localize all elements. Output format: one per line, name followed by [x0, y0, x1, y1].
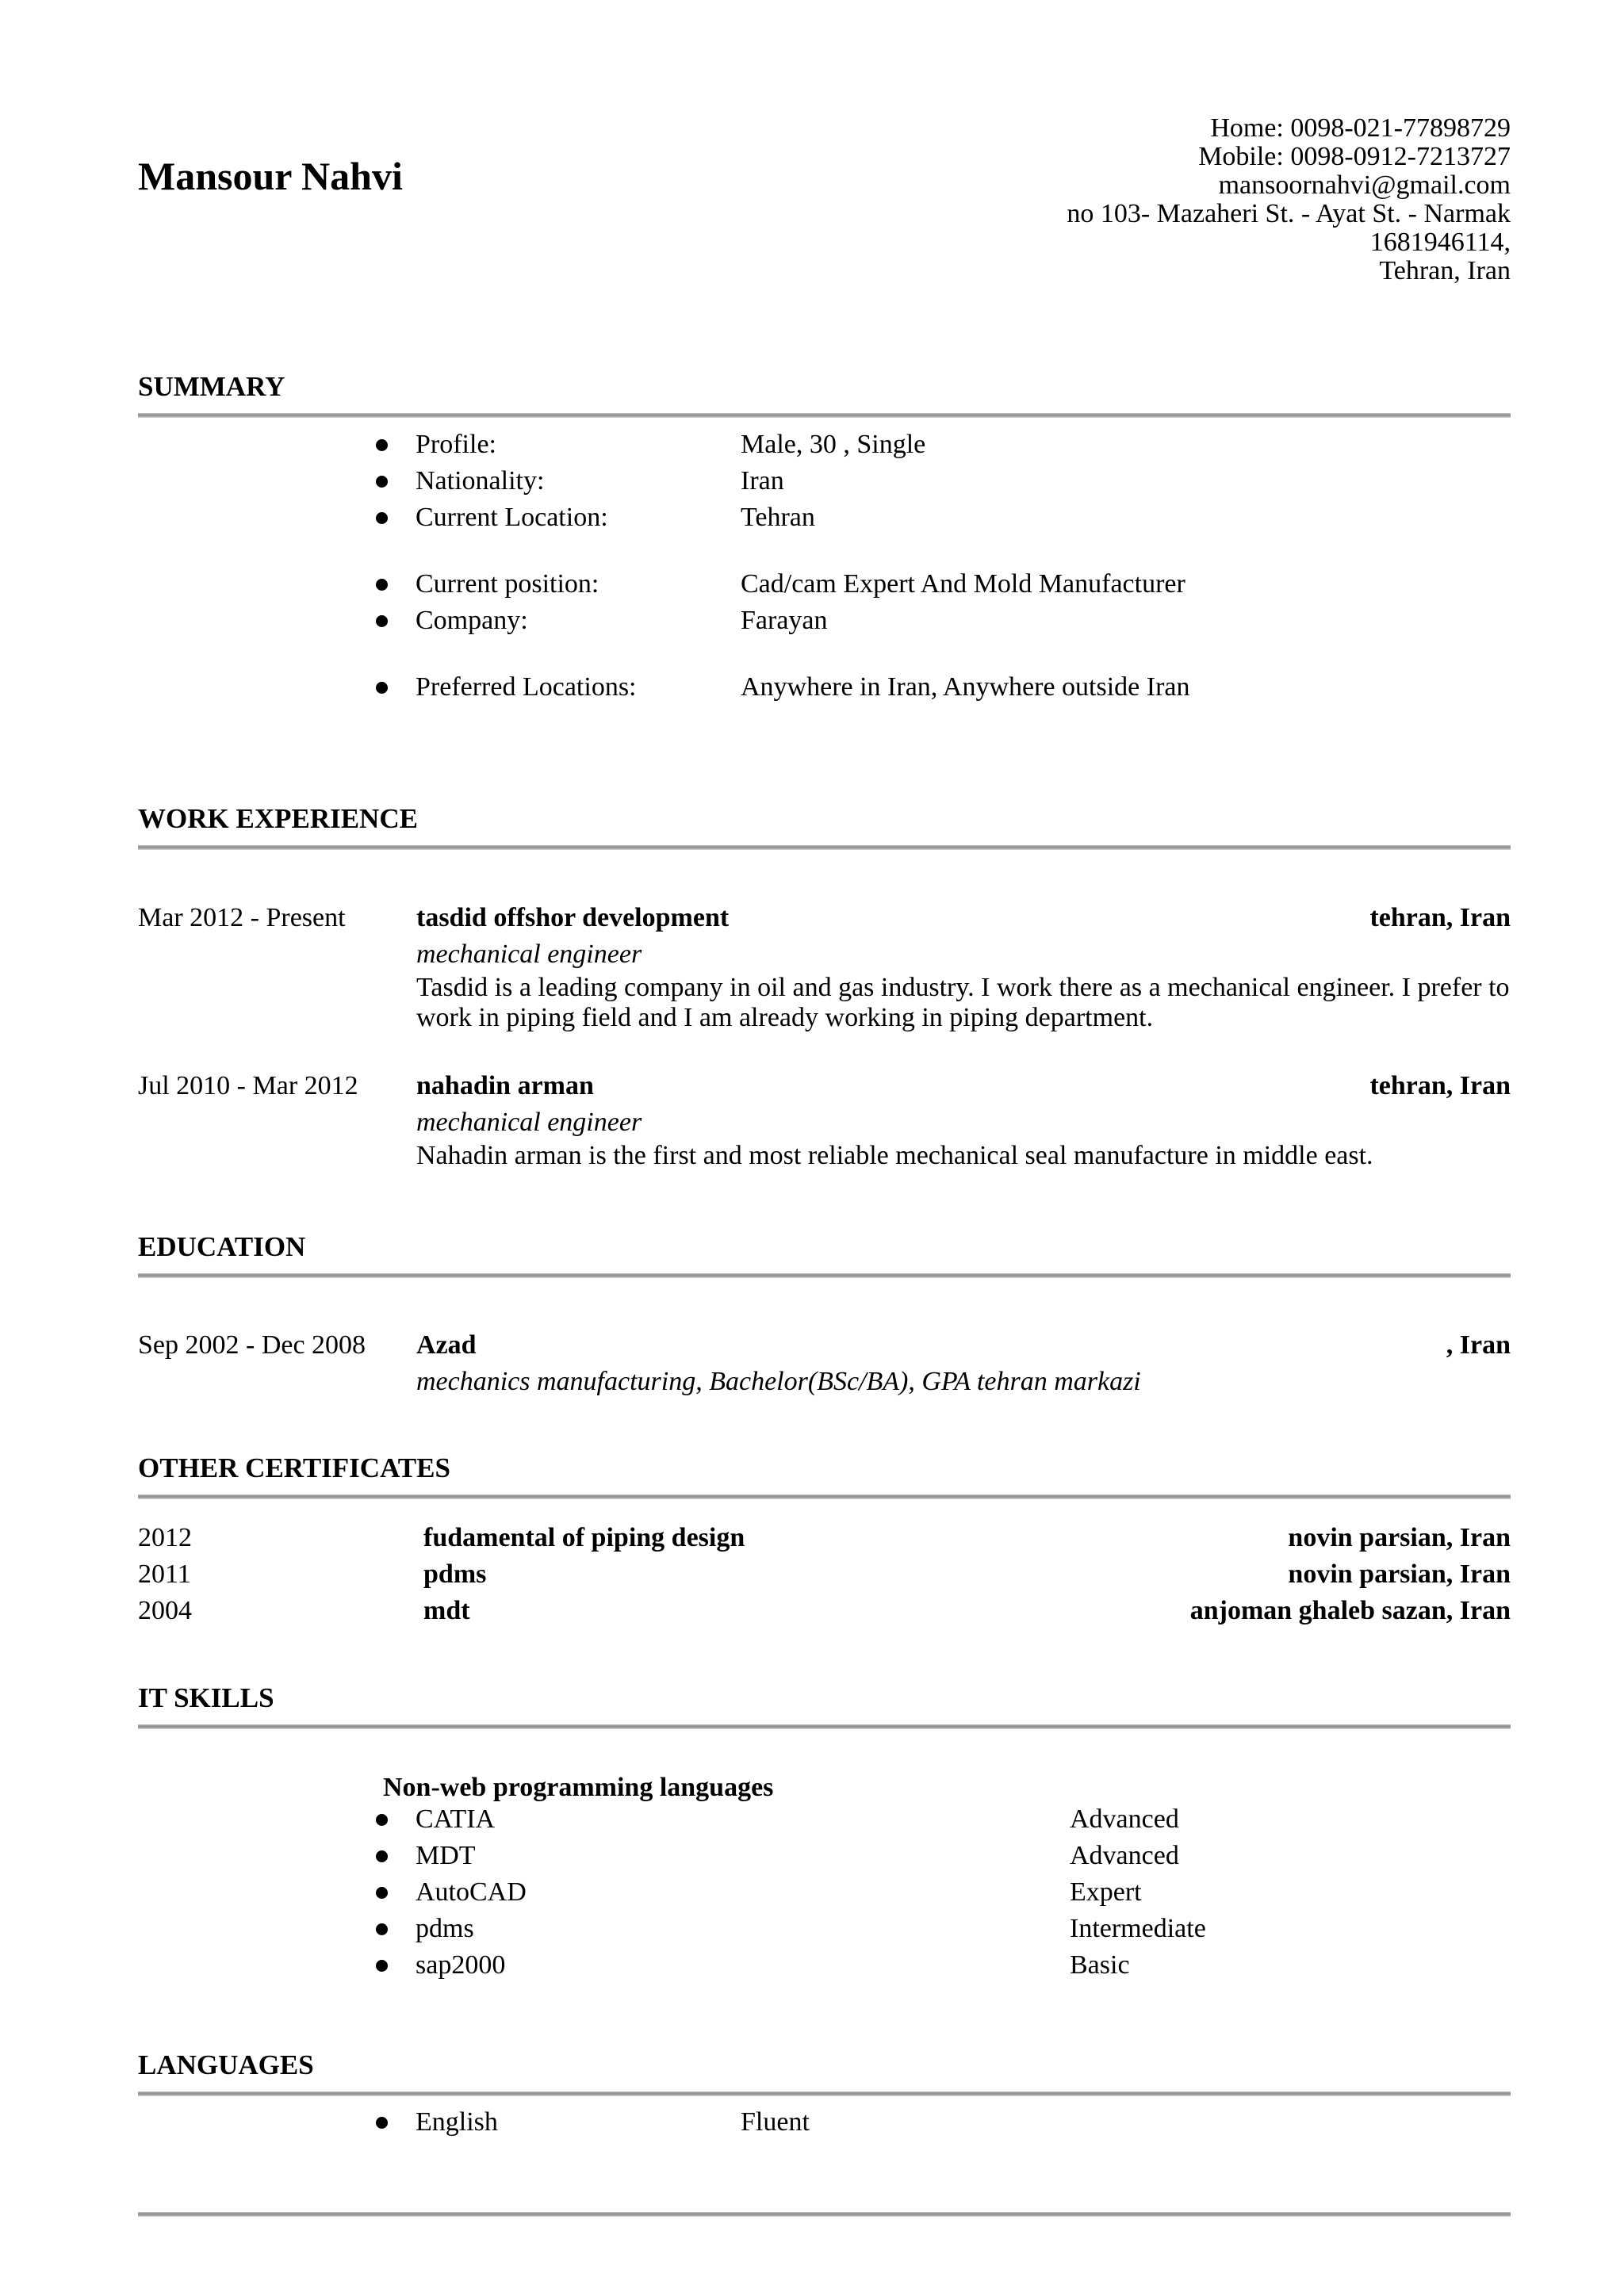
summary-label: Current position:: [416, 569, 599, 599]
certificate-name: mdt: [423, 1596, 470, 1625]
skill-name: pdms: [416, 1914, 474, 1943]
bullet-icon: [376, 1887, 388, 1899]
education-location: , Iran: [1446, 1330, 1511, 1360]
skill-name: MDT: [416, 1841, 476, 1870]
certificates-heading: OTHER CERTIFICATES: [138, 1452, 450, 1483]
education-entry: [138, 1327, 1511, 1400]
postal-code: 1681946114,: [1369, 228, 1511, 257]
certificate-year: 2011: [138, 1559, 191, 1589]
certificate-issuer: anjoman ghaleb sazan, Iran: [1189, 1596, 1511, 1625]
education-details: mechanics manufacturing, Bachelor(BSc/BA), GPA tehran markazi: [416, 1367, 1141, 1396]
skills-category: Non-web programming languages: [383, 1773, 774, 1802]
work-description: Tasdid is a leading company in oil and gas industry. I work there as a mechanical engineer. I prefer to work in piping field and I am already working in piping department.: [416, 973, 1510, 1032]
section-divider: [138, 413, 1511, 418]
summary-label: Company:: [416, 606, 528, 635]
bullet-icon: [376, 2117, 388, 2129]
summary-label: Nationality:: [416, 466, 545, 496]
certificate-name: pdms: [423, 1559, 487, 1589]
languages-heading: LANGUAGES: [138, 2049, 314, 2080]
section-divider: [138, 845, 1511, 850]
skill-level: Basic: [1070, 1950, 1130, 1980]
skill-name: sap2000: [416, 1950, 506, 1980]
section-divider: [138, 1494, 1511, 1499]
work-company: tasdid offshor development: [416, 903, 730, 932]
summary-value: Cad/cam Expert And Mold Manufacturer: [741, 569, 1185, 599]
bullet-icon: [376, 1923, 388, 1935]
summary-label: Preferred Locations:: [416, 672, 637, 702]
skill-name: AutoCAD: [416, 1877, 527, 1907]
summary-value: Anywhere in Iran, Anywhere outside Iran: [741, 672, 1190, 702]
city-country: Tehran, Iran: [1379, 256, 1511, 285]
certificate-issuer: novin parsian, Iran: [1288, 1559, 1511, 1589]
language-name: English: [416, 2107, 498, 2137]
bullet-icon: [376, 615, 388, 627]
work-location: tehran, Iran: [1369, 1071, 1511, 1100]
skill-level: Advanced: [1070, 1804, 1179, 1834]
contact-block: [1067, 114, 1511, 285]
skill-level: Intermediate: [1070, 1914, 1206, 1943]
work-entry: [138, 1068, 1511, 1179]
work-date: Mar 2012 - Present: [138, 903, 346, 932]
work-experience-heading: WORK EXPERIENCE: [138, 803, 418, 834]
summary-heading: SUMMARY: [138, 371, 285, 402]
address-line: no 103- Mazaheri St. - Ayat St. - Narmak: [1067, 199, 1511, 228]
section-divider: [138, 1724, 1511, 1729]
work-role: mechanical engineer: [416, 1108, 642, 1137]
bullet-icon: [376, 1814, 388, 1826]
summary-value: Tehran: [741, 503, 815, 532]
bullet-icon: [376, 512, 388, 524]
work-location: tehran, Iran: [1369, 903, 1511, 932]
summary-label: Current Location:: [416, 503, 608, 532]
work-role: mechanical engineer: [416, 939, 642, 969]
skill-level: Advanced: [1070, 1841, 1179, 1870]
work-company: nahadin arman: [416, 1071, 594, 1100]
it-skills-heading: IT SKILLS: [138, 1682, 274, 1713]
education-heading: EDUCATION: [138, 1231, 306, 1262]
summary-value: Male, 30 , Single: [741, 430, 926, 459]
certificate-entry: [138, 1593, 1511, 1629]
candidate-name: Mansour Nahvi: [138, 154, 403, 198]
footer-divider: [138, 2212, 1511, 2217]
work-entry: [138, 900, 1511, 1043]
certificate-year: 2004: [138, 1596, 192, 1625]
bullet-icon: [376, 1850, 388, 1862]
bullet-icon: [376, 439, 388, 451]
email: mansoornahvi@gmail.com: [1218, 170, 1511, 200]
section-divider: [138, 2091, 1511, 2096]
bullet-icon: [376, 579, 388, 591]
summary-value: Iran: [741, 466, 784, 496]
work-date: Jul 2010 - Mar 2012: [138, 1071, 358, 1100]
certificate-issuer: novin parsian, Iran: [1288, 1523, 1511, 1552]
section-divider: [138, 1273, 1511, 1278]
work-description: Nahadin arman is the first and most reliable mechanical seal manufacture in middle east.: [416, 1141, 1373, 1170]
bullet-icon: [376, 476, 388, 488]
skill-name: CATIA: [416, 1804, 496, 1834]
bullet-icon: [376, 682, 388, 694]
summary-label: Profile:: [416, 430, 496, 459]
education-institution: Azad: [416, 1330, 477, 1360]
bullet-icon: [376, 1960, 388, 1972]
certificate-entry: [138, 1520, 1511, 1556]
mobile-phone: Mobile: 0098-0912-7213727: [1198, 142, 1511, 171]
certificate-entry: [138, 1556, 1511, 1593]
education-date: Sep 2002 - Dec 2008: [138, 1330, 366, 1360]
skill-level: Expert: [1070, 1877, 1142, 1907]
certificate-year: 2012: [138, 1523, 192, 1552]
language-level: Fluent: [741, 2107, 810, 2137]
summary-value: Farayan: [741, 606, 828, 635]
certificate-name: fudamental of piping design: [423, 1523, 745, 1552]
home-phone: Home: 0098-021-77898729: [1210, 113, 1511, 143]
